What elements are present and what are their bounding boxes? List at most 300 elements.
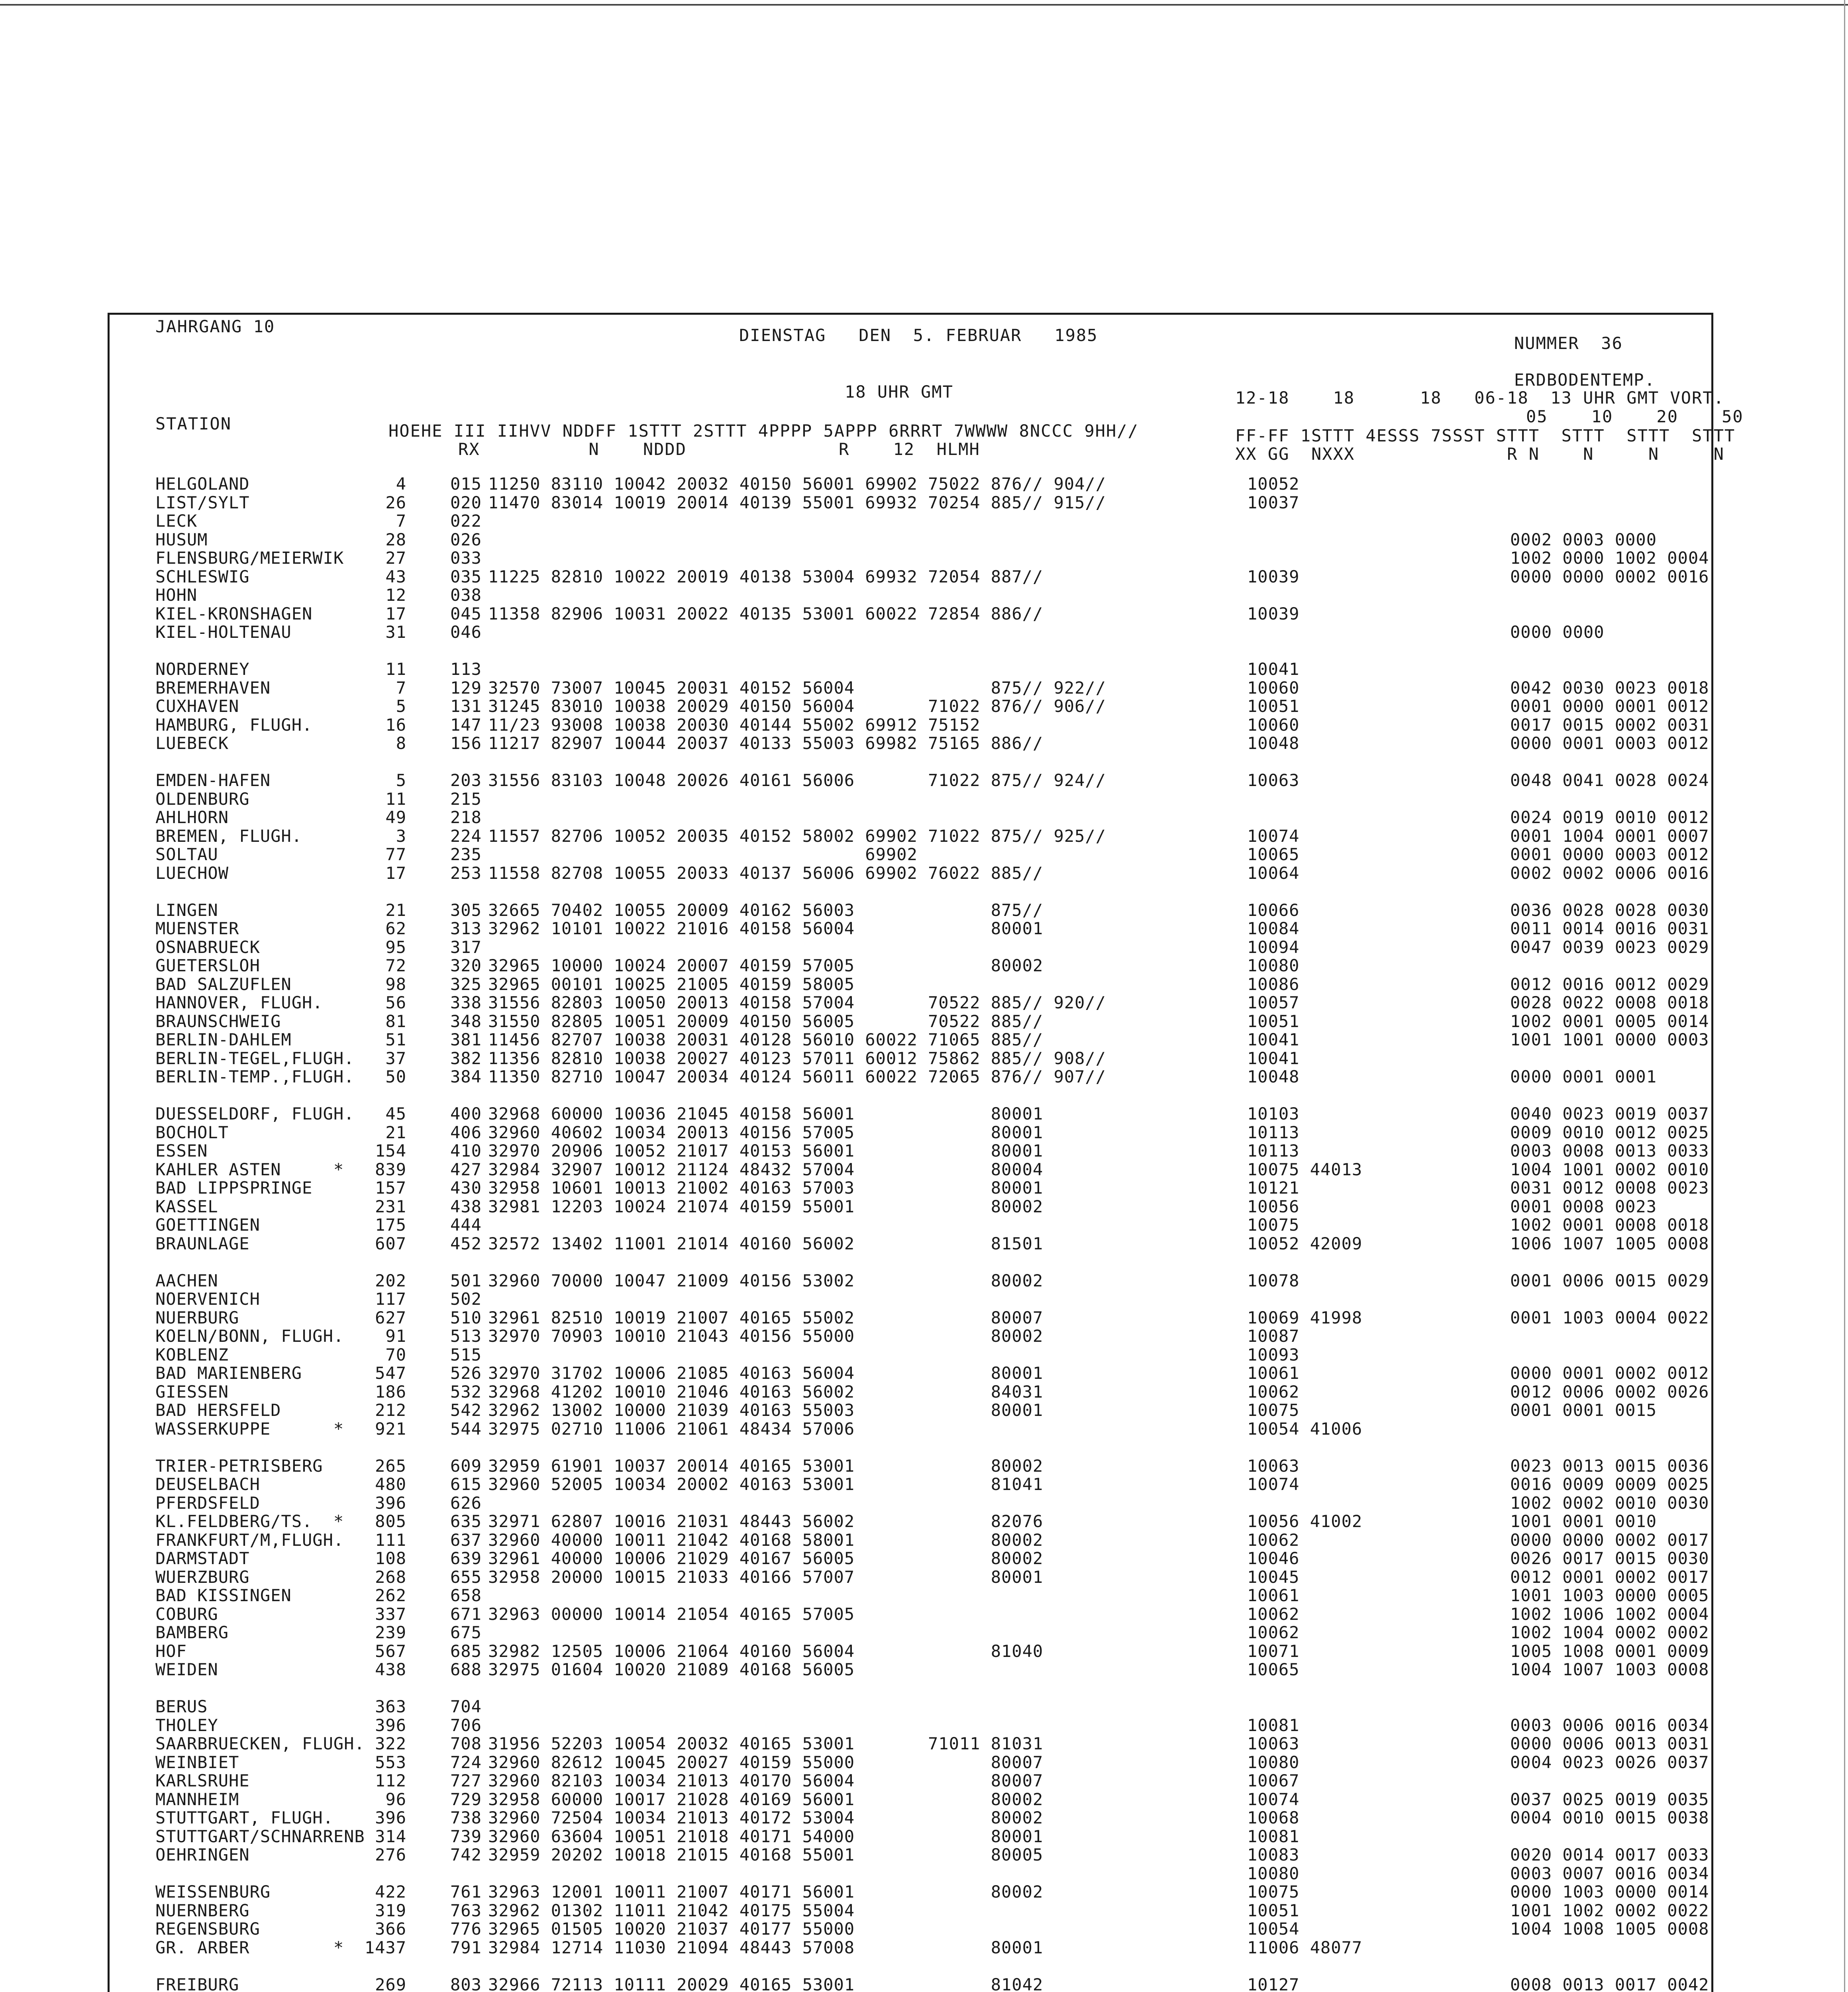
hoehe-value: 72 bbox=[385, 956, 406, 975]
station-index: 803 bbox=[450, 1974, 482, 1992]
station-row bbox=[0, 1197, 1848, 1216]
synop-groups: 32958 10601 10013 21002 40163 57003 80001 bbox=[488, 1178, 1044, 1198]
synop-groups: 32962 13002 10000 21039 40163 55003 80001 bbox=[488, 1400, 1044, 1420]
tmax-tmin-groups: 10039 bbox=[1247, 567, 1300, 586]
station-row bbox=[0, 1049, 1848, 1068]
station-row bbox=[0, 1178, 1848, 1198]
tmax-tmin-groups: 10051 bbox=[1247, 1900, 1300, 1920]
page-top-line bbox=[0, 4, 1848, 6]
tmax-tmin-groups: 10037 bbox=[1247, 492, 1300, 512]
tmax-tmin-groups: 10041 bbox=[1247, 659, 1300, 679]
station-name: KARLSRUHE bbox=[155, 1771, 250, 1790]
station-row bbox=[0, 789, 1848, 809]
synop-groups: 32975 02710 11006 21061 48434 57006 bbox=[488, 1419, 855, 1439]
station-name: BERLIN-TEGEL,FLUGH. bbox=[155, 1048, 355, 1068]
synop-groups: 32960 52005 10034 20002 40163 53001 81041 bbox=[488, 1474, 1044, 1494]
station-row bbox=[0, 808, 1848, 827]
hoehe-value: 269 bbox=[375, 1974, 406, 1992]
station-row bbox=[0, 826, 1848, 846]
station-row bbox=[0, 474, 1848, 494]
station-index: 035 bbox=[450, 567, 482, 586]
station-index: 113 bbox=[450, 659, 482, 679]
station-name: GIESSEN bbox=[155, 1382, 229, 1402]
station-name: DEUSELBACH bbox=[155, 1474, 260, 1494]
station-index: 526 bbox=[450, 1363, 482, 1383]
station-name: KIEL-KRONSHAGEN bbox=[155, 604, 313, 623]
station-name: HELGOLAND bbox=[155, 474, 250, 494]
station-name: WEISSENBURG bbox=[155, 1882, 271, 1902]
station-name: REGENSBURG bbox=[155, 1919, 260, 1939]
station-name: SAARBRUECKEN, FLUGH. bbox=[155, 1734, 365, 1753]
station-name: FLENSBURG/MEIERWIK bbox=[155, 548, 344, 568]
station-index: 502 bbox=[450, 1289, 482, 1309]
station-name: KL.FELDBERG/TS. * bbox=[155, 1512, 344, 1531]
hoehe-value: 627 bbox=[375, 1308, 406, 1327]
station-name: PFERDSFELD bbox=[155, 1493, 260, 1513]
station-row bbox=[0, 900, 1848, 920]
station-row bbox=[0, 1345, 1848, 1365]
synop-groups: 32960 40602 10034 20013 40156 57005 80001 bbox=[488, 1122, 1044, 1142]
station-row bbox=[0, 974, 1848, 994]
synop-groups: 32965 00101 10025 21005 40159 58005 bbox=[488, 974, 855, 994]
synop-groups: 32961 40000 10006 21029 40167 56005 80002 bbox=[488, 1549, 1044, 1568]
station-row bbox=[0, 937, 1848, 957]
tmax-tmin-groups: 10063 bbox=[1247, 771, 1300, 790]
station-row bbox=[0, 530, 1848, 549]
tmax-tmin-groups: 10083 bbox=[1247, 1845, 1300, 1865]
station-name: GR. ARBER * bbox=[155, 1937, 344, 1957]
station-index: 729 bbox=[450, 1789, 482, 1809]
station-index: 513 bbox=[450, 1326, 482, 1346]
tmax-tmin-groups: 10071 bbox=[1247, 1641, 1300, 1661]
synop-groups: 32971 62807 10016 21031 48443 56002 82076 bbox=[488, 1512, 1044, 1531]
station-name: TRIER-PETRISBERG bbox=[155, 1456, 323, 1476]
station-index: 727 bbox=[450, 1771, 482, 1790]
synop-groups: 32962 10101 10022 21016 40158 56004 80001 bbox=[488, 919, 1044, 938]
station-name: MUENSTER bbox=[155, 919, 239, 938]
station-name: SOLTAU bbox=[155, 845, 218, 864]
station-name: OEHRINGEN bbox=[155, 1845, 250, 1865]
station-row bbox=[0, 1419, 1848, 1439]
station-name: HOF bbox=[155, 1641, 187, 1661]
station-row bbox=[0, 1234, 1848, 1253]
soil-temperatures: 0000 0001 0003 0012 bbox=[1510, 733, 1709, 753]
soil-temperatures: 0031 0012 0008 0023 bbox=[1510, 1178, 1709, 1198]
tmax-tmin-groups: 10074 bbox=[1247, 1474, 1300, 1494]
synop-groups: 32965 01505 10020 21037 40177 55000 bbox=[488, 1919, 855, 1939]
station-name: KOELN/BONN, FLUGH. bbox=[155, 1326, 344, 1346]
station-index: 305 bbox=[450, 900, 482, 920]
synop-groups: 11250 83110 10042 20032 40150 56001 69902 75022 876// 904// bbox=[488, 474, 1106, 494]
tmax-tmin-groups: 10063 bbox=[1247, 1456, 1300, 1476]
hoehe-value: 51 bbox=[385, 1030, 406, 1049]
station-row bbox=[0, 1975, 1848, 1992]
synop-groups: 32958 60000 10017 21028 40169 56001 80002 bbox=[488, 1789, 1044, 1809]
station-row bbox=[0, 1753, 1848, 1772]
station-row bbox=[0, 1641, 1848, 1661]
soil-temperatures: 0000 0001 0001 bbox=[1510, 1067, 1657, 1086]
synop-groups: 32960 63604 10051 21018 40171 54000 80001 bbox=[488, 1826, 1044, 1846]
station-row bbox=[0, 882, 1848, 901]
synop-groups: 32963 12001 10011 21007 40171 56001 80002 bbox=[488, 1882, 1044, 1902]
hoehe-value: 186 bbox=[375, 1382, 406, 1402]
hoehe-value: 239 bbox=[375, 1623, 406, 1642]
station-name: MANNHEIM bbox=[155, 1789, 239, 1809]
soil-temperatures: 0016 0009 0009 0025 bbox=[1510, 1474, 1709, 1494]
station-row bbox=[0, 1012, 1848, 1031]
station-row bbox=[0, 1586, 1848, 1605]
station-row bbox=[0, 1919, 1848, 1939]
station-index: 615 bbox=[450, 1474, 482, 1494]
station-index: 542 bbox=[450, 1400, 482, 1420]
station-row bbox=[0, 493, 1848, 512]
station-row bbox=[0, 1382, 1848, 1402]
station-index: 320 bbox=[450, 956, 482, 975]
tmax-tmin-groups: 10057 bbox=[1247, 993, 1300, 1012]
tmax-tmin-groups: 10113 bbox=[1247, 1122, 1300, 1142]
tmax-tmin-groups: 10084 bbox=[1247, 919, 1300, 938]
soil-temperatures: 1002 1004 0002 0002 bbox=[1510, 1623, 1709, 1642]
tmax-tmin-groups: 10056 bbox=[1247, 1196, 1300, 1216]
erdbodentemp-label: ERDBODENTEMP. bbox=[1514, 370, 1656, 390]
tmax-tmin-groups: 10062 bbox=[1247, 1530, 1300, 1550]
station-row bbox=[0, 863, 1848, 883]
station-index: 515 bbox=[450, 1345, 482, 1365]
hoehe-value: 396 bbox=[375, 1808, 406, 1827]
soil-temperatures: 0040 0023 0019 0037 bbox=[1510, 1104, 1709, 1123]
synop-groups: 11/23 93008 10038 20030 40144 55002 69912 75152 bbox=[488, 715, 981, 735]
station-name: HANNOVER, FLUGH. bbox=[155, 993, 323, 1012]
tmax-tmin-groups: 10062 bbox=[1247, 1382, 1300, 1402]
station-index: 438 bbox=[450, 1196, 482, 1216]
station-name: BAD HERSFELD bbox=[155, 1400, 281, 1420]
hoehe-value: 12 bbox=[385, 585, 406, 605]
station-row bbox=[0, 715, 1848, 735]
station-name: WEIDEN bbox=[155, 1660, 218, 1679]
station-index: 317 bbox=[450, 937, 482, 957]
tmax-tmin-groups: 11006 48077 bbox=[1247, 1937, 1363, 1957]
station-index: 384 bbox=[450, 1067, 482, 1086]
right-header-line1: 12-18 18 18 06-18 13 UHR GMT VORT. bbox=[1235, 388, 1724, 408]
hoehe-value: 17 bbox=[385, 863, 406, 883]
synop-groups: 11358 82906 10031 20022 40135 53001 60022 72854 886// bbox=[488, 604, 1044, 623]
soil-temperatures: 0036 0028 0028 0030 bbox=[1510, 900, 1709, 920]
hoehe-value: 91 bbox=[385, 1326, 406, 1346]
hoehe-value: 117 bbox=[375, 1289, 406, 1309]
station-name: BREMERHAVEN bbox=[155, 678, 271, 698]
station-name: HOHN bbox=[155, 585, 198, 605]
station-row bbox=[0, 733, 1848, 753]
soil-temperatures: 0008 0013 0017 0042 bbox=[1510, 1974, 1709, 1992]
tmax-tmin-groups: 10061 bbox=[1247, 1586, 1300, 1605]
hoehe-value: 231 bbox=[375, 1196, 406, 1216]
synop-groups: 32960 70000 10047 21009 40156 53002 80002 bbox=[488, 1270, 1044, 1290]
soil-temperatures: 0004 0010 0015 0038 bbox=[1510, 1808, 1709, 1827]
station-index: 038 bbox=[450, 585, 482, 605]
station-row bbox=[0, 1474, 1848, 1494]
soil-temperatures: 1004 1001 0002 0010 bbox=[1510, 1159, 1709, 1179]
date-label: DIENSTAG DEN 5. FEBRUAR 1985 bbox=[739, 325, 1098, 345]
station-name: WUERZBURG bbox=[155, 1567, 250, 1587]
synop-groups: 11456 82707 10038 20031 40128 56010 60022 71065 885// bbox=[488, 1030, 1044, 1049]
soil-temperatures: 0003 0008 0013 0033 bbox=[1510, 1141, 1709, 1161]
station-index: 776 bbox=[450, 1919, 482, 1939]
hoehe-value: 4 bbox=[396, 474, 406, 494]
synop-groups: 32970 70903 10010 21043 40156 55000 80002 bbox=[488, 1326, 1044, 1346]
hoehe-value: 921 bbox=[375, 1419, 406, 1439]
synop-groups: 11225 82810 10022 20019 40138 53004 69932 72054 887// bbox=[488, 567, 1044, 586]
right-columns-header-2: XX GG NXXX R N N N N bbox=[1235, 444, 1724, 464]
station-row bbox=[0, 956, 1848, 975]
station-name: STUTTGART, FLUGH. bbox=[155, 1808, 334, 1827]
tmax-tmin-groups: 10051 bbox=[1247, 696, 1300, 716]
station-row bbox=[0, 1790, 1848, 1809]
station-index: 203 bbox=[450, 771, 482, 790]
station-name: FREIBURG bbox=[155, 1974, 239, 1992]
soil-temperatures: 1002 0001 0005 0014 bbox=[1510, 1011, 1709, 1031]
station-index: 224 bbox=[450, 826, 482, 846]
station-index: 427 bbox=[450, 1159, 482, 1179]
station-index: 532 bbox=[450, 1382, 482, 1402]
tmax-tmin-groups: 10087 bbox=[1247, 1326, 1300, 1346]
station-row bbox=[0, 1252, 1848, 1272]
station-name: ESSEN bbox=[155, 1141, 208, 1161]
station-row bbox=[0, 585, 1848, 605]
tmax-tmin-groups: 10046 bbox=[1247, 1549, 1300, 1568]
station-row bbox=[0, 1271, 1848, 1290]
soil-temperatures: 0001 0001 0015 bbox=[1510, 1400, 1657, 1420]
synop-groups: 31956 52203 10054 20032 40165 53001 71011 81031 bbox=[488, 1734, 1044, 1753]
soil-temperatures: 1002 0000 1002 0004 bbox=[1510, 548, 1709, 568]
station-row bbox=[0, 1289, 1848, 1309]
hoehe-value: 62 bbox=[385, 919, 406, 938]
tmax-tmin-groups: 10045 bbox=[1247, 1567, 1300, 1587]
soil-temperatures: 0023 0013 0015 0036 bbox=[1510, 1456, 1709, 1476]
synop-groups: 31245 83010 10038 20029 40150 56004 71022 876// 906// bbox=[488, 696, 1106, 716]
station-name: LECK bbox=[155, 511, 198, 531]
soil-temperatures: 1005 1008 0001 0009 bbox=[1510, 1641, 1709, 1661]
station-index: 658 bbox=[450, 1586, 482, 1605]
tmax-tmin-groups: 10041 bbox=[1247, 1030, 1300, 1049]
station-name: BRAUNSCHWEIG bbox=[155, 1011, 281, 1031]
tmax-tmin-groups: 10121 bbox=[1247, 1178, 1300, 1198]
soil-temperatures: 1004 1008 1005 0008 bbox=[1510, 1919, 1709, 1939]
station-row bbox=[0, 1123, 1848, 1142]
tmax-tmin-groups: 10048 bbox=[1247, 733, 1300, 753]
station-row bbox=[0, 1493, 1848, 1513]
synop-groups: 32984 32907 10012 21124 48432 57004 80004 bbox=[488, 1159, 1044, 1179]
station-row bbox=[0, 1567, 1848, 1587]
synop-groups: 32962 01302 11011 21042 40175 55004 bbox=[488, 1900, 855, 1920]
station-index: 430 bbox=[450, 1178, 482, 1198]
station-name: BAD SALZUFLEN bbox=[155, 974, 292, 994]
synop-groups: 31556 83103 10048 20026 40161 56006 71022 875// 924// bbox=[488, 771, 1106, 790]
station-index: 738 bbox=[450, 1808, 482, 1827]
station-index: 706 bbox=[450, 1715, 482, 1735]
hoehe-value: 11 bbox=[385, 789, 406, 809]
station-index: 046 bbox=[450, 622, 482, 642]
tmax-tmin-groups: 10078 bbox=[1247, 1270, 1300, 1290]
station-header: STATION bbox=[155, 414, 232, 433]
tmax-tmin-groups: 10041 bbox=[1247, 1048, 1300, 1068]
hoehe-value: 5 bbox=[396, 771, 406, 790]
right-columns-header: FF-FF 1STTT 4ESSS 7SSST STTT STTT STTT STTT bbox=[1235, 426, 1736, 445]
station-index: 452 bbox=[450, 1233, 482, 1253]
synop-groups: 31556 82803 10050 20013 40158 57004 70522 885// 920// bbox=[488, 993, 1106, 1012]
hoehe-value: 175 bbox=[375, 1215, 406, 1235]
station-index: 739 bbox=[450, 1826, 482, 1846]
synop-groups: 32968 41202 10010 21046 40163 56002 84031 bbox=[488, 1382, 1044, 1402]
station-index: 022 bbox=[450, 511, 482, 531]
station-index: 791 bbox=[450, 1937, 482, 1957]
hoehe-value: 111 bbox=[375, 1530, 406, 1550]
station-index: 410 bbox=[450, 1141, 482, 1161]
tmax-tmin-groups: 10052 bbox=[1247, 474, 1300, 494]
station-row bbox=[0, 1734, 1848, 1753]
station-index: 338 bbox=[450, 993, 482, 1012]
hoehe-value: 7 bbox=[396, 511, 406, 531]
soil-temperatures: 0048 0041 0028 0024 bbox=[1510, 771, 1709, 790]
station-index: 724 bbox=[450, 1752, 482, 1772]
synop-groups: 32981 12203 10024 21074 40159 55001 80002 bbox=[488, 1196, 1044, 1216]
tmax-tmin-groups: 10075 bbox=[1247, 1882, 1300, 1902]
tmax-tmin-groups: 10094 bbox=[1247, 937, 1300, 957]
station-name: BAD KISSINGEN bbox=[155, 1586, 292, 1605]
soil-temperatures: 0012 0016 0012 0029 bbox=[1510, 974, 1709, 994]
station-name: BAD LIPPSPRINGE bbox=[155, 1178, 313, 1198]
soil-temperatures: 0001 0006 0015 0029 bbox=[1510, 1270, 1709, 1290]
hoehe-value: 7 bbox=[396, 678, 406, 698]
station-name: FRANKFURT/M,FLUGH. bbox=[155, 1530, 344, 1550]
station-name: WEINBIET bbox=[155, 1752, 239, 1772]
station-name: BERUS bbox=[155, 1697, 208, 1716]
hoehe-value: 202 bbox=[375, 1270, 406, 1290]
station-row bbox=[0, 1827, 1848, 1846]
tmax-tmin-groups: 10060 bbox=[1247, 678, 1300, 698]
hoehe-value: 70 bbox=[385, 1345, 406, 1365]
station-name: NOERVENICH bbox=[155, 1289, 260, 1309]
station-index: 761 bbox=[450, 1882, 482, 1902]
synop-groups: 11350 82710 10047 20034 40124 56011 60022 72065 876// 907// bbox=[488, 1067, 1106, 1086]
hoehe-value: 396 bbox=[375, 1715, 406, 1735]
synop-groups: 32958 20000 10015 21033 40166 57007 80001 bbox=[488, 1567, 1044, 1587]
station-name: THOLEY bbox=[155, 1715, 218, 1735]
soil-temperatures: 1002 0001 0008 0018 bbox=[1510, 1215, 1709, 1235]
station-name: DUESSELDORF, FLUGH. bbox=[155, 1104, 355, 1123]
tmax-tmin-groups: 10056 41002 bbox=[1247, 1512, 1363, 1531]
station-index: 348 bbox=[450, 1011, 482, 1031]
station-row bbox=[0, 1604, 1848, 1624]
station-name: KIEL-HOLTENAU bbox=[155, 622, 292, 642]
soil-temperatures: 0001 0000 0003 0012 bbox=[1510, 845, 1709, 864]
soil-temperatures: 0011 0014 0016 0031 bbox=[1510, 919, 1709, 938]
tmax-tmin-groups: 10048 bbox=[1247, 1067, 1300, 1086]
hoehe-value: 567 bbox=[375, 1641, 406, 1661]
synop-groups: 32960 82103 10034 21013 40170 56004 80007 bbox=[488, 1771, 1044, 1790]
soil-temperatures: 0000 0000 0002 0017 bbox=[1510, 1530, 1709, 1550]
station-name: STUTTGART/SCHNARRENB bbox=[155, 1826, 365, 1846]
station-row bbox=[0, 567, 1848, 586]
synop-groups: 32570 73007 10045 20031 40152 56004 875// 922// bbox=[488, 678, 1106, 698]
station-row bbox=[0, 1623, 1848, 1642]
station-name: LUECHOW bbox=[155, 863, 229, 883]
station-row bbox=[0, 1716, 1848, 1735]
hoehe-value: 95 bbox=[385, 937, 406, 957]
station-row bbox=[0, 1845, 1848, 1865]
tmax-tmin-groups: 10103 bbox=[1247, 1104, 1300, 1123]
station-row bbox=[0, 1030, 1848, 1049]
station-index: 544 bbox=[450, 1419, 482, 1439]
station-row bbox=[0, 919, 1848, 938]
hoehe-value: 547 bbox=[375, 1363, 406, 1383]
station-row bbox=[0, 1956, 1848, 1976]
synop-groups: 11470 83014 10019 20014 40139 55001 69932 70254 885// 915// bbox=[488, 492, 1106, 512]
tmax-tmin-groups: 10127 bbox=[1247, 1974, 1300, 1992]
tmax-tmin-groups: 10060 bbox=[1247, 715, 1300, 735]
soil-temperatures: 0024 0019 0010 0012 bbox=[1510, 808, 1709, 827]
tmax-tmin-groups: 10039 bbox=[1247, 604, 1300, 623]
station-name: KOBLENZ bbox=[155, 1345, 229, 1365]
main-columns-header-2: RX N NDDD R 12 HLMH bbox=[458, 439, 980, 459]
hoehe-value: 77 bbox=[385, 845, 406, 864]
synop-groups: 32970 31702 10006 21085 40163 56004 80001 bbox=[488, 1363, 1044, 1383]
station-row bbox=[0, 1400, 1848, 1420]
soil-temperatures: 0002 0003 0000 bbox=[1510, 529, 1657, 549]
station-index: 637 bbox=[450, 1530, 482, 1550]
station-name: NORDERNEY bbox=[155, 659, 250, 679]
synop-groups: 32975 01604 10020 21089 40168 56005 bbox=[488, 1660, 855, 1679]
station-row bbox=[0, 641, 1848, 661]
station-name: HAMBURG, FLUGH. bbox=[155, 715, 313, 735]
synop-groups: 69902 bbox=[488, 845, 918, 864]
station-row bbox=[0, 1437, 1848, 1457]
station-name: BERLIN-DAHLEM bbox=[155, 1030, 292, 1049]
station-row bbox=[0, 1864, 1848, 1883]
synop-groups: 32970 20906 10052 21017 40153 56001 80001 bbox=[488, 1141, 1044, 1161]
station-index: 406 bbox=[450, 1122, 482, 1142]
uhr18gmt-label: 18 UHR GMT bbox=[845, 382, 953, 402]
station-index: 675 bbox=[450, 1623, 482, 1642]
station-row bbox=[0, 845, 1848, 864]
soil-temperatures: 0000 0000 bbox=[1510, 622, 1605, 642]
soil-temperatures: 1001 0001 0010 bbox=[1510, 1512, 1657, 1531]
station-row bbox=[0, 1512, 1848, 1531]
station-name: CUXHAVEN bbox=[155, 696, 239, 716]
soil-temperatures: 0001 1004 0001 0007 bbox=[1510, 826, 1709, 846]
station-name: BAD MARIENBERG bbox=[155, 1363, 302, 1383]
station-index: 156 bbox=[450, 733, 482, 753]
station-row bbox=[0, 1456, 1848, 1476]
hoehe-value: 31 bbox=[385, 622, 406, 642]
tmax-tmin-groups: 10069 41998 bbox=[1247, 1308, 1363, 1327]
hoehe-value: 157 bbox=[375, 1178, 406, 1198]
soil-temperatures: 0017 0015 0002 0031 bbox=[1510, 715, 1709, 735]
tmax-tmin-groups: 10086 bbox=[1247, 974, 1300, 994]
tmax-tmin-groups: 10080 bbox=[1247, 956, 1300, 975]
station-row bbox=[0, 1549, 1848, 1568]
soil-temperatures: 0037 0025 0019 0035 bbox=[1510, 1789, 1709, 1809]
station-row bbox=[0, 752, 1848, 772]
station-name: BOCHOLT bbox=[155, 1122, 229, 1142]
depths-label: 05 10 20 50 bbox=[1526, 407, 1744, 426]
soil-temperatures: 1002 0002 0010 0030 bbox=[1510, 1493, 1709, 1513]
hoehe-value: 3 bbox=[396, 826, 406, 846]
tmax-tmin-groups: 10113 bbox=[1247, 1141, 1300, 1161]
station-name: NUERNBERG bbox=[155, 1900, 250, 1920]
hoehe-value: 108 bbox=[375, 1549, 406, 1568]
station-row bbox=[0, 696, 1848, 716]
soil-temperatures: 0000 1003 0000 0014 bbox=[1510, 1882, 1709, 1902]
